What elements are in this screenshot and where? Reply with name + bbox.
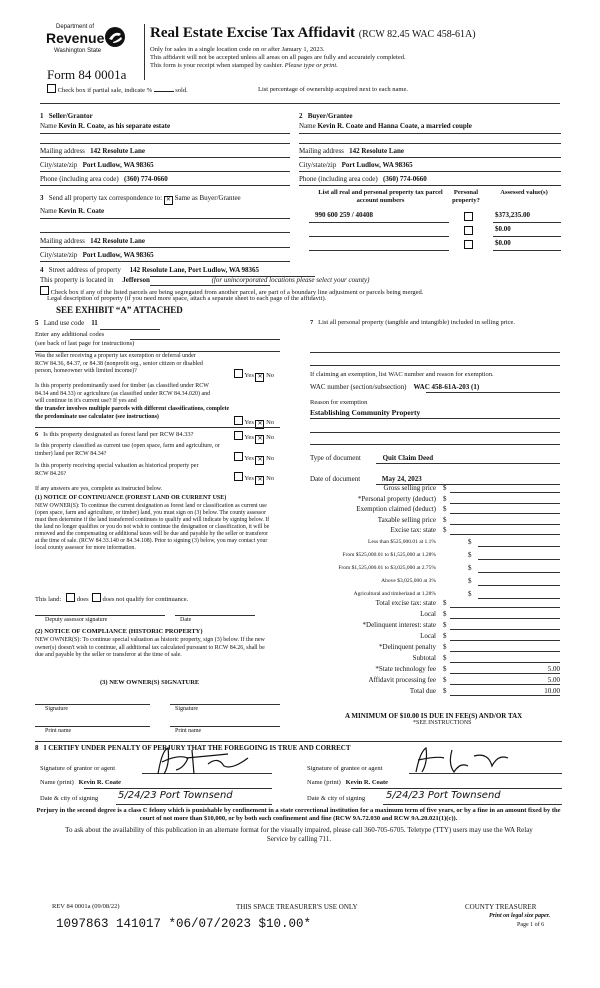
list-pct-note: List percentage of ownership acquired next to each name. xyxy=(258,86,408,93)
form-title-text: Real Estate Excise Tax Affidavit xyxy=(150,25,355,41)
tax-summary-value[interactable] xyxy=(450,621,560,630)
dollar-sign: $ xyxy=(443,610,447,618)
doc-date-label: Date of document xyxy=(310,475,361,483)
exhibit-a[interactable]: SEE EXHIBIT “A” ATTACHED xyxy=(56,305,183,315)
yes-label: Yes xyxy=(244,475,254,482)
treasurer-use-label: THIS SPACE TREASURER'S USE ONLY xyxy=(236,903,358,911)
q2-no-checkbox[interactable]: ✕ xyxy=(257,421,263,427)
send-addr-value[interactable]: 142 Resolute Lane xyxy=(90,237,146,245)
seller-name-row xyxy=(40,122,290,131)
dollar-sign: $ xyxy=(443,505,447,513)
county-row xyxy=(40,276,369,285)
tax-bracket-value[interactable] xyxy=(478,564,560,573)
tax-bracket-value[interactable] xyxy=(478,551,560,560)
section-2-num: 2 xyxy=(299,112,303,120)
page-number: Page 1 of 6 xyxy=(517,922,545,928)
buyer-address-row xyxy=(299,147,404,156)
parcel-header-list: List all real and personal property tax parcel account numbers xyxy=(318,189,443,204)
assessed-value[interactable]: $373,235.00 xyxy=(495,211,530,219)
tax-summary-value[interactable]: 5.00 xyxy=(450,676,560,685)
tax-row-label: Exemption claimed (deduct) xyxy=(356,505,436,513)
grantee-signature[interactable] xyxy=(408,744,528,778)
dept-line1: Department of xyxy=(56,24,95,30)
tax-bracket-value[interactable] xyxy=(478,590,560,599)
parcel-header-personal: Personal property? xyxy=(452,189,480,204)
tax-row-label: Taxable selling price xyxy=(377,515,436,524)
dollar-sign: $ xyxy=(443,676,447,684)
no-label: No xyxy=(266,372,275,379)
send-city-value[interactable]: Port Ludlow, WA 98365 xyxy=(82,251,154,259)
section-8-num: 8 xyxy=(35,744,39,752)
legal-desc-label: Legal description of property (if you need more space, attach a separate sheet to each page of the affidavit). xyxy=(47,295,327,302)
current-use-yes-checkbox[interactable] xyxy=(234,452,243,461)
tax-bracket-label: From $525,000.01 to $1,525,000 at 1.28% xyxy=(342,552,436,558)
parcel-number[interactable]: 990 600 259 / 40408 xyxy=(315,211,373,219)
send-name-row xyxy=(40,207,104,216)
alt-format-note: To ask about the availability of this publication in an alternate format for the visually impaired, please call 360-705-6705. Teletype (TTY) users may use the WA Relay Service by calling 711. xyxy=(65,826,533,843)
q1-no-checkbox[interactable]: ✕ xyxy=(257,374,263,380)
seller-phone-row xyxy=(40,175,168,184)
wac-value[interactable]: WAC 458-61A-203 (1) xyxy=(413,383,480,391)
section-4-num: 4 xyxy=(40,266,44,274)
no-label: No xyxy=(266,455,275,462)
dollar-sign: $ xyxy=(468,551,472,559)
timber-question: Is this property predominantly used for timber (as classified under RCW 84.34 and 84.33) or agriculture (as classified under RCW 84.34.020) and will continue in it's current use? If yes and xyxy=(35,383,211,404)
buyer-addr-value[interactable]: 142 Resolute Lane xyxy=(349,147,405,155)
section-7-num: 7 xyxy=(310,319,314,326)
send-city-label: City/state/zip xyxy=(40,251,78,259)
yes-label: Yes xyxy=(244,419,254,426)
partial-sale-label: Check box if partial sale, indicate % xyxy=(57,87,153,94)
forest-no-checkbox[interactable]: ✕ xyxy=(257,436,263,442)
dollar-sign: $ xyxy=(468,577,472,585)
dor-logo xyxy=(46,24,128,60)
dollar-sign: $ xyxy=(443,621,447,629)
dollar-sign: $ xyxy=(443,494,447,503)
print-name-label: Print name xyxy=(175,728,202,734)
forest-question-row xyxy=(35,431,194,439)
seller-phone-label: Phone (including area code) xyxy=(40,175,119,183)
section-1-heading xyxy=(40,112,93,121)
signature-label: Signature xyxy=(175,706,198,712)
section-1-num: 1 xyxy=(40,112,44,120)
print-name-label: Print name xyxy=(45,728,72,734)
tax-summary-value[interactable] xyxy=(450,599,560,608)
seller-heading: Seller/Grantor xyxy=(48,112,93,120)
tax-bracket-label: Above $3,025,000 at 3% xyxy=(381,578,436,584)
does-label: does xyxy=(76,596,89,603)
notice-compliance-body: NEW OWNER(S): To continue special valuation as historic property, sign (3) below. If the new owner(s) doesn't wish to continue, all additional tax calculated pursuant to RCW 84.26, shall be due and payable by the seller or transferor at the time of sale. xyxy=(35,637,265,658)
tax-summary-label: Local xyxy=(420,632,436,640)
additional-codes-label: Enter any additional codes xyxy=(35,331,105,338)
grantor-date-label: Date & city of signing xyxy=(40,795,99,802)
partial-sale-checkbox[interactable] xyxy=(47,84,56,93)
buyer-phone-value[interactable]: (360) 774-0660 xyxy=(382,175,427,183)
see-back-label: (see back of last page for instructions) xyxy=(35,340,135,347)
does-not-checkbox[interactable] xyxy=(92,593,101,602)
section-3-row xyxy=(40,194,241,205)
send-name-label: Name xyxy=(40,207,57,215)
current-use-no-checkbox[interactable]: ✕ xyxy=(257,457,263,463)
tax-row-value[interactable] xyxy=(450,526,560,535)
grantee-signature-label: Signature of grantee or agent xyxy=(307,765,383,772)
yes-label: Yes xyxy=(244,372,254,379)
personal-property-checkbox[interactable] xyxy=(464,226,473,235)
seller-addr-label: Mailing address xyxy=(40,147,85,155)
land-use-row xyxy=(35,319,98,328)
tax-summary-label: *State technology fee xyxy=(375,665,436,673)
sold-label: sold. xyxy=(175,87,188,94)
historic-yes-checkbox[interactable] xyxy=(234,472,243,481)
reason-value[interactable]: Establishing Community Property xyxy=(310,408,421,417)
current-use-yes-no xyxy=(234,452,274,465)
name-print-label: Name (print) xyxy=(307,779,341,786)
seller-phone-value[interactable]: (360) 774-0660 xyxy=(123,175,168,183)
tax-row-value[interactable] xyxy=(450,495,560,504)
if-yes-note: If any answers are yes, complete as instructed below. xyxy=(35,486,163,492)
grantee-name-row xyxy=(307,779,388,787)
tax-bracket-value[interactable] xyxy=(478,538,560,547)
q1-yes-no xyxy=(234,369,274,382)
tax-row-label: Gross selling price xyxy=(383,484,436,492)
land-use-label: Land use code xyxy=(43,319,85,327)
see-instructions-note: *SEE INSTRUCTIONS xyxy=(413,720,472,726)
same-as-buyer-checkbox[interactable]: ✕ xyxy=(165,197,171,203)
section-3-num: 3 xyxy=(40,194,44,202)
yes-label: Yes xyxy=(244,434,254,441)
notice-continuance-title: (1) NOTICE OF CONTINUANCE (FOREST LAND OR CURRENT USE) xyxy=(35,495,227,501)
no-label: No xyxy=(266,419,275,426)
tax-row-label: Excise tax: state xyxy=(390,526,436,534)
personal-property-row xyxy=(310,319,560,327)
buyer-name-row xyxy=(299,122,561,131)
dept-line3: Washington State xyxy=(54,48,102,54)
doc-type-value[interactable]: Quit Claim Deed xyxy=(382,454,434,462)
seller-address-row xyxy=(40,147,145,156)
tax-row-value[interactable] xyxy=(450,505,560,514)
street-label: Street address of property xyxy=(48,266,121,274)
tax-bracket-label: Less than $525,000.01 at 1.1% xyxy=(368,539,436,545)
dept-line2: Revenue xyxy=(46,30,105,46)
dollar-sign: $ xyxy=(443,632,447,640)
forest-question: Is this property designated as forest land per RCW 84.33? xyxy=(43,431,194,438)
grantor-signature-label: Signature of grantor or agent xyxy=(40,765,116,772)
rev-number: REV 84 0001a (09/08/22) xyxy=(52,903,120,910)
tax-bracket-value[interactable] xyxy=(478,577,560,586)
header-note1: Only for sales in a single location code on or after January 1, 2023. xyxy=(150,46,325,53)
tax-summary-label: Subtotal xyxy=(412,654,436,662)
located-label: This property is located in xyxy=(40,276,114,284)
segregate-checkbox[interactable] xyxy=(40,286,49,295)
notice-continuance-body: NEW OWNER(S): To continue the current designation as forest land or classification as current use (open space, farm and agriculture, or timber) land, you must sign on (3) below. The county assessor must then determine if the land transferred continues to qualify and will indicate by signing below. If the land no longer qualifies or you do not wish to continue the designation or classification, it will be removed and the compensating or additional taxes will be due and payable by the seller or transferor at the time of sale. (RCW 84.33.140 or 84.34.108). Prior to signing (3) below, you may contact your local county assessor for more information. xyxy=(35,503,270,551)
grantee-date-city[interactable]: 5/24/23 Port Townsend xyxy=(386,790,501,801)
deputy-sig-label: Deputy assessor signature xyxy=(45,617,108,623)
yes-label: Yes xyxy=(244,455,254,462)
dollar-sign: $ xyxy=(443,515,447,524)
historic-no-checkbox[interactable]: ✕ xyxy=(257,477,263,483)
county-value[interactable]: Jefferson xyxy=(122,276,150,284)
personal-property-checkbox[interactable] xyxy=(464,240,473,249)
section-5-num: 5 xyxy=(35,319,39,327)
seller-addr-value[interactable]: 142 Resolute Lane xyxy=(90,147,146,155)
no-label: No xyxy=(266,434,275,441)
forest-yes-no xyxy=(234,431,274,444)
seller-city-value[interactable]: Port Ludlow, WA 98365 xyxy=(82,161,154,169)
grantor-name-row xyxy=(40,779,121,787)
buyer-city-label: City/state/zip xyxy=(299,161,337,169)
tax-summary-value[interactable] xyxy=(450,632,560,641)
tax-bracket-label: Agricultural and timberland at 1.28% xyxy=(353,591,436,597)
grantee-date-label: Date & city of signing xyxy=(307,795,366,802)
personal-property-label: List all personal property (tangible and intangible) included in selling price. xyxy=(318,319,516,326)
personal-property-checkbox[interactable] xyxy=(464,212,473,221)
tax-summary-value[interactable] xyxy=(450,643,560,652)
send-address-row xyxy=(40,237,145,246)
tax-summary-label: *Delinquent penalty xyxy=(379,643,436,651)
deputy-date-label: Date xyxy=(180,617,192,623)
seller-name-value[interactable]: Kevin R. Coate, as his separate estate xyxy=(58,122,171,130)
assessed-value[interactable]: $0.00 xyxy=(495,239,511,247)
parcel-header-assessed: Assessed value(s) xyxy=(500,189,548,196)
no-label: No xyxy=(266,475,275,482)
county-treasurer-label: COUNTY TREASURER xyxy=(465,903,537,911)
timber-question-bold: the transfer involves multiple parcels with different classifications, complete the predominate use calculator (see instructions) xyxy=(35,406,230,420)
assessed-value[interactable]: $0.00 xyxy=(495,225,511,233)
tax-summary-label: Affidavit processing fee xyxy=(368,676,436,684)
tax-summary-label: Total excise tax: state xyxy=(375,599,436,607)
notice-compliance-title: (2) NOTICE OF COMPLIANCE (HISTORIC PROPERTY) xyxy=(35,628,203,635)
does-not-label: does not qualify for continuance. xyxy=(102,596,189,603)
minimum-due-note: A MINIMUM OF $10.00 IS DUE IN FEE(S) AND/OR TAX xyxy=(345,712,523,720)
q1-yes-checkbox[interactable] xyxy=(234,369,243,378)
dollar-sign: $ xyxy=(468,564,472,572)
land-use-code[interactable]: 11 xyxy=(91,319,98,327)
doc-date-row xyxy=(310,475,422,484)
header-note2: This affidavit will not be accepted unless all areas on all pages are fully and accurately completed. xyxy=(150,54,406,61)
perjury-notice: Perjury in the second degree is a class C felony which is punishable by confinement in a state correctional institution for a maximum term of five years, or by a fine in an amount fixed by the court of not more than $10,000, or by both such confinement and fine (RCW 9A.72.030 and RCW 9A.20.021(1)(c)). xyxy=(36,807,561,822)
send-city-row xyxy=(40,251,154,260)
signature-label: Signature xyxy=(45,706,68,712)
buyer-name-value[interactable]: Kevin R. Coate and Hanna Coate, a married couple xyxy=(317,122,472,130)
cashier-stamp: 1097863 141017 *06/07/2023 $10.00* xyxy=(56,917,312,931)
tax-row-value[interactable] xyxy=(450,516,560,525)
does-checkbox[interactable] xyxy=(66,593,75,602)
this-land-label: This land: xyxy=(35,596,62,603)
wac-row xyxy=(310,383,479,392)
dollar-sign: $ xyxy=(443,526,447,534)
form-title xyxy=(150,25,476,42)
this-land-row xyxy=(35,593,188,604)
grantor-signature[interactable] xyxy=(148,744,268,778)
doc-date-value[interactable]: May 24, 2023 xyxy=(381,475,422,483)
tax-summary-value[interactable]: 10.00 xyxy=(450,687,560,696)
partial-sale-row xyxy=(47,84,188,95)
seller-city-row xyxy=(40,161,154,170)
located-note: (for unincorporated locations please select your county) xyxy=(211,276,370,284)
dor-logo-icon xyxy=(104,26,126,48)
tax-summary-label: *Delinquent interest: state xyxy=(362,621,436,629)
reason-label: Reason for exemption xyxy=(310,399,368,406)
tax-row-label: *Personal property (deduct) xyxy=(357,494,436,503)
buyer-heading: Buyer/Grantee xyxy=(307,112,353,120)
q2-yes-checkbox[interactable] xyxy=(234,416,243,425)
tax-summary-label: Total due xyxy=(409,687,436,695)
section-6-num: 6 xyxy=(35,431,39,438)
current-use-question: Is this property classified as current use (open space, farm and agriculture, or timber) land per RCW 84.34? xyxy=(35,443,220,457)
dollar-sign: $ xyxy=(443,665,447,673)
legal-size-note xyxy=(489,913,550,921)
buyer-phone-label: Phone (including area code) xyxy=(299,175,378,183)
dollar-sign: $ xyxy=(443,687,447,695)
forest-yes-checkbox[interactable] xyxy=(234,431,243,440)
seller-city-label: City/state/zip xyxy=(40,161,78,169)
exemption-claim-label: If claiming an exemption, list WAC number and reason for exemption. xyxy=(310,371,494,378)
tax-summary-value[interactable] xyxy=(450,610,560,619)
buyer-city-row xyxy=(299,161,413,170)
segregate-label: Check box if any of the listed parcels are being segregated from another parcel, are part of a boundary line adjustment or parcels being merged. xyxy=(50,289,424,296)
send-addr-label: Mailing address xyxy=(40,237,85,245)
buyer-name-label: Name xyxy=(299,122,316,130)
name-print-label: Name (print) xyxy=(40,779,74,786)
header-note3 xyxy=(150,62,338,70)
historic-question: Is this property receiving special valuation as historical property per RCW 84.26? xyxy=(35,463,199,477)
legal-size-text: Print on legal size paper. xyxy=(489,913,551,919)
grantor-print-name[interactable]: Kevin R. Coate xyxy=(78,779,122,786)
header-note3-text: This form is your receipt when stamped by cashier. xyxy=(150,62,284,69)
header-note3-type: Please type or print. xyxy=(284,62,338,69)
street-address-row xyxy=(40,266,259,275)
dollar-sign: $ xyxy=(443,484,447,492)
doc-type-label: Type of document xyxy=(310,454,361,462)
wac-label: WAC number (section/subsection) xyxy=(310,383,407,391)
doc-type-row xyxy=(310,454,433,463)
form-title-rcw: (RCW 82.45 WAC 458-61A) xyxy=(358,29,476,40)
historic-yes-no xyxy=(234,472,274,485)
tax-bracket-label: From $1,525,000.01 to $3,025,000 at 2.75% xyxy=(338,565,436,571)
buyer-phone-row xyxy=(299,175,427,184)
dollar-sign: $ xyxy=(468,590,472,598)
same-as-buyer-label: Same as Buyer/Grantee xyxy=(174,194,241,202)
tax-summary-value[interactable] xyxy=(450,654,560,663)
seller-name-label: Name xyxy=(40,122,57,130)
dollar-sign: $ xyxy=(443,654,447,662)
send-name-value[interactable]: Kevin R. Coate xyxy=(58,207,105,215)
buyer-city-value[interactable]: Port Ludlow, WA 98365 xyxy=(341,161,413,169)
tax-row-value[interactable] xyxy=(450,484,560,493)
dollar-sign: $ xyxy=(468,538,472,546)
buyer-addr-label: Mailing address xyxy=(299,147,344,155)
street-value[interactable]: 142 Resolute Lane, Port Ludlow, WA 98365 xyxy=(129,266,260,274)
grantor-date-city[interactable]: 5/24/23 Port Townsend xyxy=(118,790,233,801)
tax-summary-label: Local xyxy=(420,610,436,618)
dollar-sign: $ xyxy=(443,643,447,651)
form-number: Form 84 0001a xyxy=(47,67,127,82)
section-2-heading xyxy=(299,112,352,121)
exemption-question: Was the seller receiving a property tax exemption or deferral under RCW 84.36, 84.37, or 84.38 (nonprofit org., senior citizen or disabled person, homeowner with limited income)? xyxy=(35,353,203,374)
grantee-print-name[interactable]: Kevin R. Coate xyxy=(345,779,389,786)
new-owner-sig-title: (3) NEW OWNER(S) SIGNATURE xyxy=(100,679,200,686)
send-tax-label: Send all property tax correspondence to: xyxy=(48,194,163,202)
tax-summary-value[interactable]: 5.00 xyxy=(450,665,560,674)
dollar-sign: $ xyxy=(443,599,447,607)
certify-text: I CERTIFY UNDER PENALTY OF PERJURY THAT THE FOREGOING IS TRUE AND CORRECT xyxy=(43,744,351,752)
